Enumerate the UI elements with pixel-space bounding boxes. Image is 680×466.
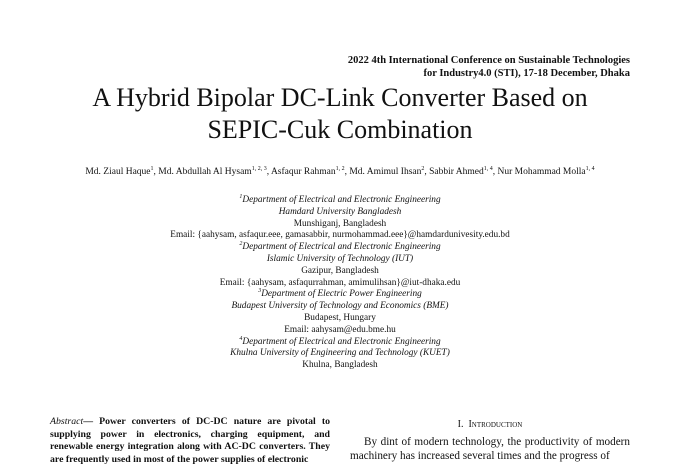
institution-name: Islamic University of Technology (IUT): [266, 253, 414, 264]
section-title: Introduction: [468, 419, 523, 430]
affiliation-sup: 4: [239, 335, 243, 342]
author-sep: ,: [153, 167, 159, 177]
author-list: [0, 166, 680, 178]
author-affil-sup: 1, 2: [335, 166, 345, 172]
affiliation-dept: [0, 337, 680, 349]
department-name: Department of Electrical and Electronic Engineering: [242, 195, 441, 205]
affiliation-sup: 3: [258, 288, 262, 295]
author: [158, 167, 271, 177]
affiliation-location: Gazipur, Bangladesh: [301, 265, 379, 276]
author-name: Sabbir Ahmed: [429, 167, 484, 177]
author: [429, 167, 497, 177]
title-line-1: A Hybrid Bipolar DC-Link Converter Based on: [92, 83, 588, 112]
author-name: Md. Ziaul Haque: [85, 167, 151, 177]
paper-title: [0, 82, 680, 146]
affiliation-sup: 2: [239, 241, 243, 248]
author-sep: ,: [492, 167, 498, 177]
affiliation-2: [0, 242, 680, 289]
title-line-2: SEPIC-Cuk Combination: [207, 115, 473, 144]
affiliation-dept: [0, 242, 680, 254]
conference-line-2: for Industry4.0 (STI), 17-18 December, Dhaka: [423, 68, 630, 79]
author-affil-sup: 1, 4: [483, 166, 493, 172]
author-affil-sup: 1, 2, 3: [251, 166, 267, 172]
introduction-column: [350, 418, 630, 463]
author: [498, 167, 595, 177]
author-name: Md. Abdullah Al Hysam: [158, 167, 252, 177]
affiliation-4: [0, 337, 680, 372]
author: [85, 167, 158, 177]
affiliation-sup: 1: [239, 194, 243, 200]
author-sep: ,: [344, 167, 350, 177]
conference-line-1: 2022 4th International Conference on Sustainable Technologies: [347, 55, 630, 66]
conference-header: [210, 54, 630, 80]
affiliation-dept: [0, 195, 680, 207]
affiliation-location: Khulna, Bangladesh: [302, 360, 378, 371]
author-affil-sup: 1, 4: [585, 166, 595, 172]
author-sep: ,: [266, 167, 271, 177]
abstract-label: Abstract: [50, 416, 84, 427]
author-name: Asfaqur Rahman: [270, 167, 336, 177]
department-name: Department of Electric Power Engineering: [261, 289, 422, 300]
author: [271, 167, 349, 177]
institution-name: Khulna University of Engineering and Technology (KUET): [230, 348, 450, 359]
institution-name: Budapest University of Technology and Economics (BME): [231, 301, 449, 312]
affiliation-email: Email: {aahysam, asfaqur.eee, gamasabbir, nurmohammad.eee}@hamdardunivesity.edu.bd: [170, 230, 510, 241]
affiliation-location: Budapest, Hungary: [304, 312, 376, 323]
affiliation-3: [0, 289, 680, 336]
author-name: Nur Mohammad Molla: [497, 167, 586, 177]
affiliation-email: Email: aahysam@edu.bme.hu: [284, 324, 396, 335]
department-name: Department of Electrical and Electronic Engineering: [242, 336, 441, 347]
author-name: Md. Amimul Ihsan: [349, 167, 422, 177]
abstract-dash: —: [83, 416, 100, 427]
author-affil-sup: 1: [150, 166, 154, 172]
affiliation-email: Email: {aahysam, asfaqurrahman, amimulihsan}@iut-dhaka.edu: [219, 277, 461, 288]
author: [349, 167, 429, 177]
author-sep: ,: [424, 167, 430, 177]
department-name: Department of Electrical and Electronic Engineering: [242, 242, 441, 253]
affiliation-dept: [0, 289, 680, 301]
affiliations: [0, 195, 680, 372]
introduction-text: By dint of modern technology, the productivity of modern machinery has increased several times and the progress of: [350, 435, 630, 462]
affiliation-1: [0, 195, 680, 242]
abstract-text: Power converters of DC-DC nature are pivotal to supplying power in electronics, charging equipment, and renewable energy integration along with AC-DC converters. They are frequently used in most of the power supplies of electronic: [50, 416, 330, 465]
institution-name: Hamdard University Bangladesh: [278, 206, 402, 217]
author-affil-sup: 2: [421, 166, 425, 172]
section-numeral: I.: [457, 419, 464, 430]
section-heading: [350, 418, 630, 432]
affiliation-location: Munshiganj, Bangladesh: [293, 218, 387, 229]
